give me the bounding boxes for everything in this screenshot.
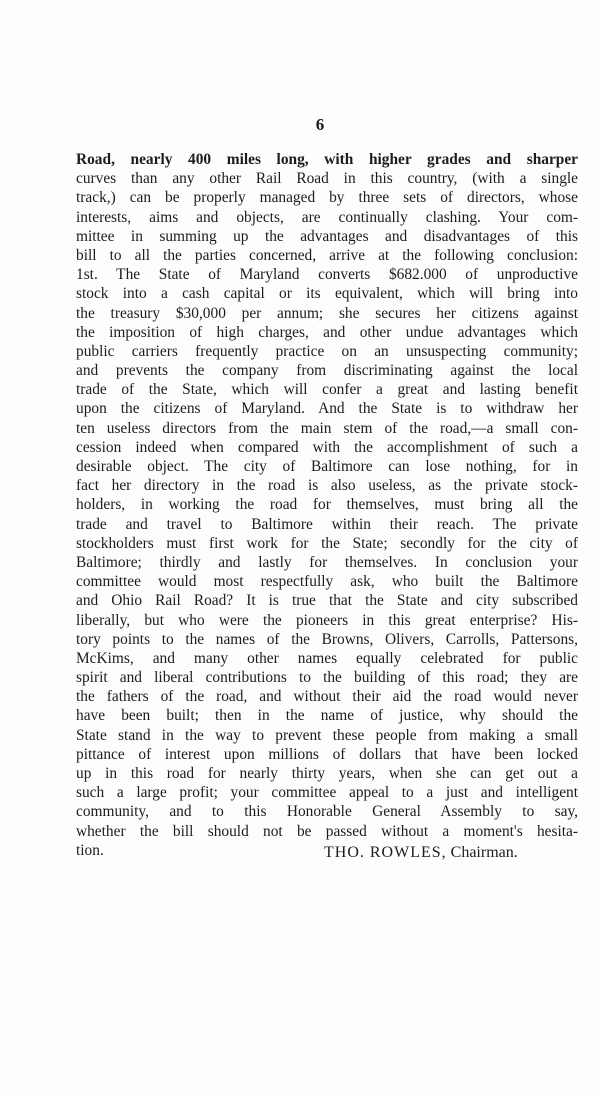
text-line: mittee in summing up the advantages and disadvantages of this: [76, 227, 578, 245]
text-line: spirit and liberal contributions to the building of this road; they are: [76, 669, 578, 687]
text-line: and prevents the company from discriminating against the local: [76, 362, 578, 380]
text-line: interests, aims and objects, are continually clashing. Your com-: [76, 208, 578, 226]
text-line: track,) can be properly managed by three sets of directors, whose: [76, 189, 578, 207]
text-line: tory points to the names of the Browns, Olivers, Carrolls, Pattersons,: [76, 630, 578, 648]
signatory-title: Chairman.: [450, 844, 518, 861]
text-line: stockholders must first work for the State; secondly for the city of: [76, 534, 578, 552]
body-text: [76, 150, 578, 860]
text-line: the treasury $30,000 per annum; she secures her citizens against: [76, 304, 578, 322]
text-line: pittance of interest upon millions of dollars that have been locked: [76, 745, 578, 763]
text-line: upon the citizens of Maryland. And the State is to withdraw her: [76, 400, 578, 418]
text-line: curves than any other Rail Road in this country, (with a single: [76, 170, 578, 188]
text-line: up in this road for nearly thirty years, when she can get out a: [76, 765, 578, 782]
signatory-name: THO. ROWLES,: [324, 844, 447, 861]
text-line: community, and to this Honorable General Assembly to say,: [76, 803, 578, 821]
text-line: Baltimore; thirdly and lastly for themselves. In conclusion your: [76, 553, 578, 571]
text-line: 1st. The State of Maryland converts $682.000 of unproductive: [76, 266, 578, 284]
text-line: have been built; then in the name of justice, why should the: [76, 707, 578, 725]
text-line: fact her directory in the road is also useless, as the private stock-: [76, 477, 578, 495]
text-line: stock into a cash capital or its equivalent, which will bring into: [76, 285, 578, 303]
text-line: liberally, but who were the pioneers in this great enterprise? His-: [76, 611, 578, 629]
text-line: trade of the State, which will confer a great and lasting benefit: [76, 381, 578, 399]
text-line: such a large profit; your committee appeal to a just and intelligent: [76, 784, 578, 802]
text-line: committee would most respectfully ask, who built the Baltimore: [76, 573, 578, 591]
text-line: the imposition of high charges, and other undue advantages which: [76, 323, 578, 341]
text-line: ten useless directors from the main stem of the road,—a small con-: [76, 419, 578, 437]
text-line: trade and travel to Baltimore within their reach. The private: [76, 515, 578, 533]
text-line: and Ohio Rail Road? It is true that the State and city subscribed: [76, 592, 578, 610]
page-number: 6: [315, 115, 325, 134]
text-line: holders, in working the road for themselves, must bring all the: [76, 496, 578, 514]
text-line: cession indeed when compared with the accomplishment of such a: [76, 438, 578, 456]
text-line: Road, nearly 400 miles long, with higher grades and sharper: [76, 151, 578, 168]
signature: [324, 844, 584, 862]
text-line: McKims, and many other names equally celebrated for public: [76, 649, 578, 667]
text-line: tion.: [76, 841, 104, 859]
text-line: whether the bill should not be passed without a moment's hesita-: [76, 822, 578, 840]
text-line: State stand in the way to prevent these people from making a small: [76, 726, 578, 744]
text-line: desirable object. The city of Baltimore can lose nothing, for in: [76, 458, 578, 475]
text-line: public carriers frequently practice on an unsuspecting community;: [76, 342, 578, 360]
text-line: the fathers of the road, and without their aid the road would never: [76, 688, 578, 706]
text-line: bill to all the parties concerned, arrive at the following conclusion:: [76, 246, 578, 264]
